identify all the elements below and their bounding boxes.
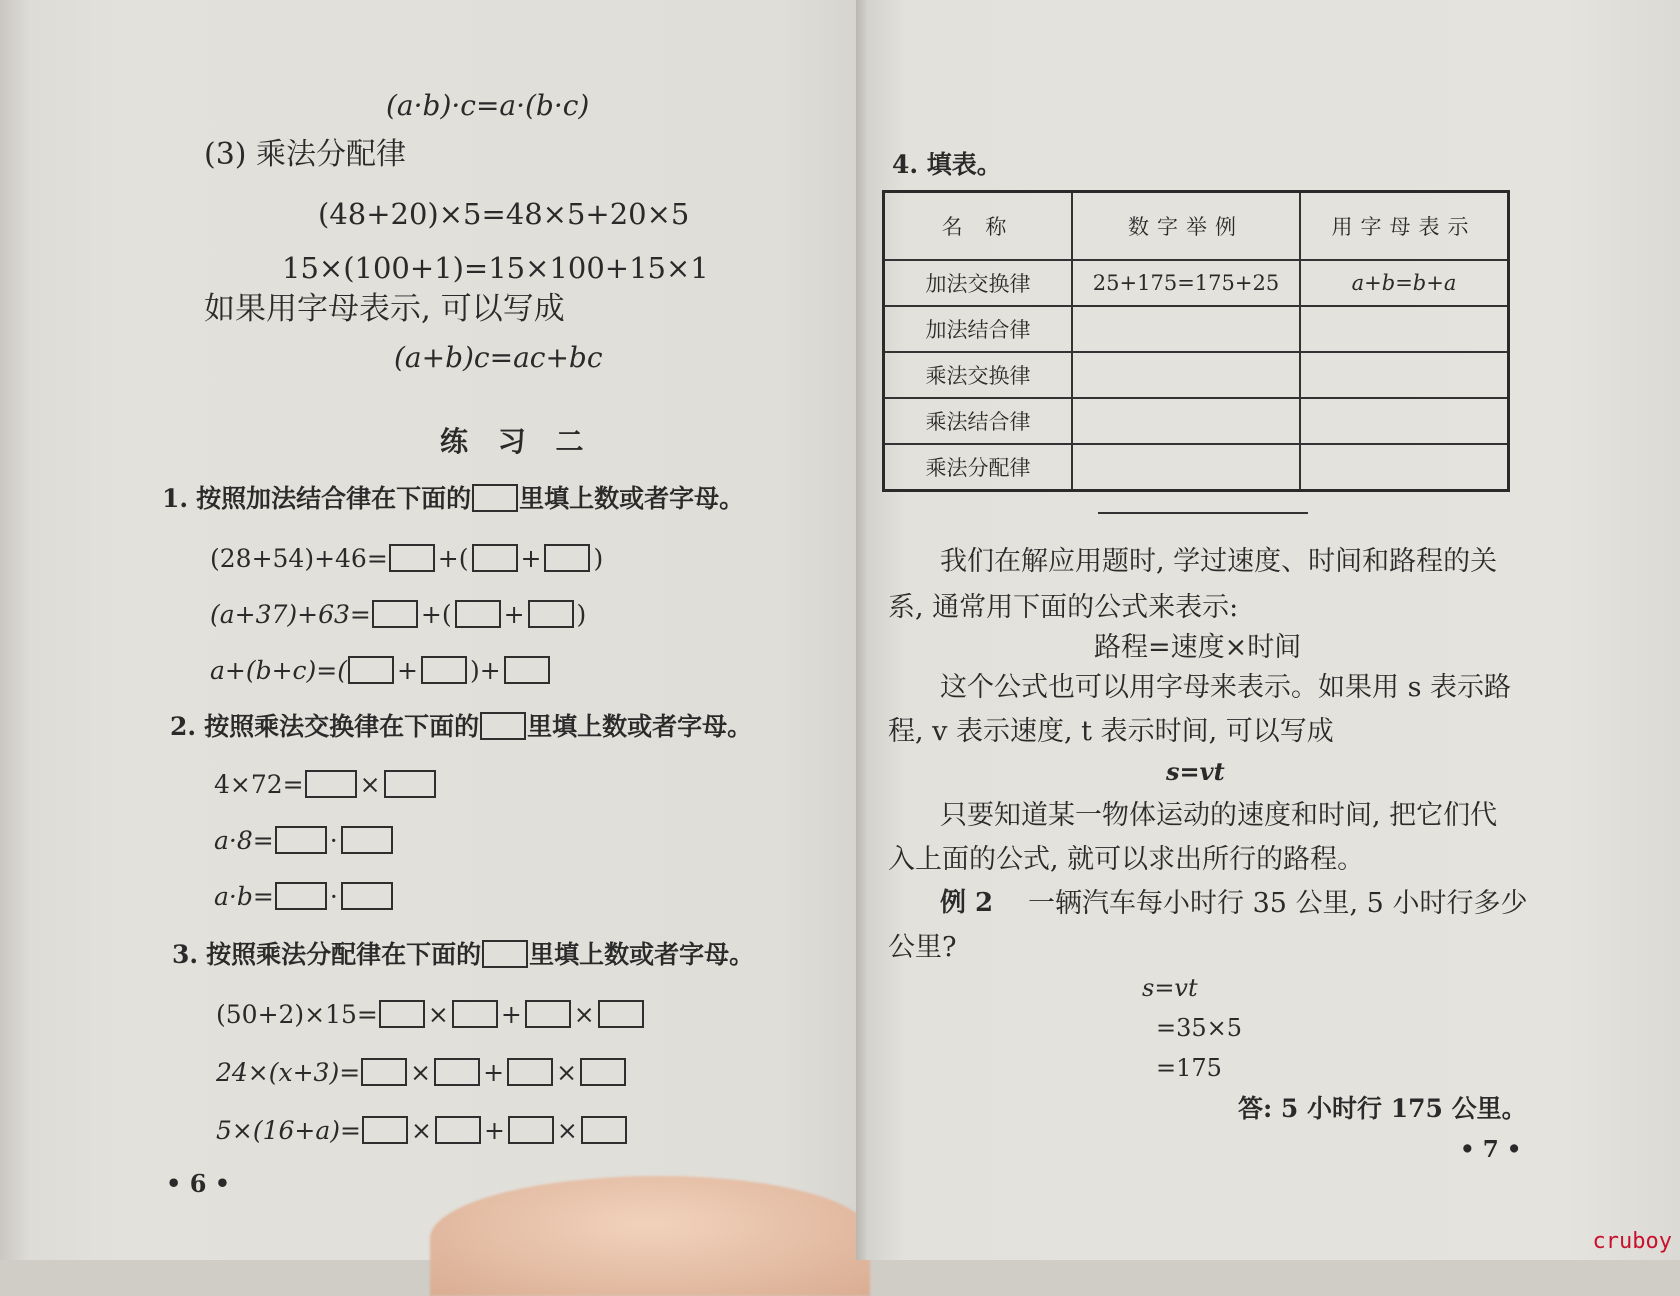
blank-box[interactable] [598, 1000, 644, 1028]
paragraph-1-line-1: 我们在解应用题时, 学过速度、时间和路程的关 [940, 546, 1498, 577]
table-header-cell: 名 称 [884, 192, 1073, 261]
q1-line-3: a+(b+c)=( + )+ [210, 656, 551, 684]
question-number: 2. [170, 711, 197, 741]
paragraph-3-line-2: 入上面的公式, 就可以求出所行的路程。 [888, 844, 1365, 875]
formula-associative: (a·b)·c=a·(b·c) [386, 89, 590, 122]
table-cell[interactable] [1300, 352, 1509, 398]
calculation-step: =35×5 [1156, 1014, 1243, 1042]
finger-photo [430, 1176, 870, 1296]
table-cell: 乘法交换律 [884, 352, 1073, 398]
example-line-2: 公里? [888, 932, 957, 963]
formula-distributive: (a+b)c=ac+bc [394, 341, 603, 374]
blank-box[interactable] [384, 770, 436, 798]
left-page [0, 0, 860, 1260]
table-cell: 25+175=175+25 [1072, 260, 1300, 306]
expression: (a+37)+63= [210, 599, 371, 629]
question-text: 里填上数或者字母。 [527, 711, 753, 741]
expression: a·8= [214, 825, 274, 855]
page-number: • 6 • [166, 1169, 231, 1198]
blank-box[interactable] [472, 544, 518, 572]
blank-box-icon [472, 484, 518, 512]
blank-box[interactable] [434, 1058, 480, 1086]
table-cell: 加法结合律 [884, 306, 1073, 352]
q3-line-3: 5×(16+a)= × + × [216, 1116, 628, 1144]
q1-line-2: (a+37)+63= +( + ) [210, 599, 587, 629]
blank-box[interactable] [581, 1116, 627, 1144]
example-line-1: 一辆汽车每小时行 35 公里, 5 小时行多少 [1028, 888, 1528, 919]
blank-box[interactable] [528, 600, 574, 628]
calculation-step: =175 [1156, 1054, 1222, 1082]
question-text: 按照乘法分配律在下面的 [206, 939, 482, 969]
q1-line-1: (28+54)+46= +( + ) [210, 543, 604, 573]
blank-box[interactable] [361, 1058, 407, 1086]
expression: (50+2)×15= [216, 999, 378, 1029]
letter-intro: 如果用字母表示, 可以写成 [204, 291, 565, 327]
table-cell: 乘法结合律 [884, 398, 1073, 444]
section-divider [1098, 512, 1308, 514]
question-4-title: 4. 填表。 [892, 150, 1002, 179]
table-row [884, 260, 1509, 306]
table-cell[interactable] [1300, 306, 1509, 352]
table-header-cell: 用字母表示 [1300, 192, 1509, 261]
table-cell[interactable] [1300, 398, 1509, 444]
table-cell[interactable] [1072, 444, 1300, 491]
blank-box-icon [480, 712, 526, 740]
table-cell[interactable] [1072, 306, 1300, 352]
question-1 [162, 484, 744, 512]
table-header-row [884, 192, 1509, 261]
expression: (28+54)+46= [210, 543, 388, 573]
table-row [884, 352, 1509, 398]
blank-box[interactable] [275, 826, 327, 854]
blank-box[interactable] [508, 1116, 554, 1144]
expression: 4×72= [214, 769, 304, 799]
table-cell[interactable] [1072, 352, 1300, 398]
question-text: 里填上数或者字母。 [519, 483, 745, 513]
blank-box[interactable] [435, 1116, 481, 1144]
watermark: cruboy [1592, 1229, 1672, 1254]
question-2 [170, 712, 752, 740]
paragraph-3-line-1: 只要知道某一物体运动的速度和时间, 把它们代 [940, 800, 1498, 831]
question-3 [172, 940, 754, 968]
blank-box[interactable] [525, 1000, 571, 1028]
table-row [884, 398, 1509, 444]
question-text: 按照乘法交换律在下面的 [204, 711, 480, 741]
blank-box[interactable] [580, 1058, 626, 1086]
q2-line-1: 4×72= × [214, 770, 437, 798]
formula-words: 路程=速度×时间 [1094, 632, 1302, 663]
paragraph-2-line-1: 这个公式也可以用字母来表示。如果用 s 表示路 [940, 672, 1512, 703]
question-number: 1. [162, 483, 189, 513]
expression: a+(b+c)=( [210, 655, 348, 685]
blank-box[interactable] [389, 544, 435, 572]
distributive-example-1: (48+20)×5=48×5+20×5 [318, 197, 690, 231]
answer: 答: 5 小时行 175 公里。 [1238, 1094, 1527, 1123]
q3-line-2: 24×(x+3)= × + × [216, 1058, 627, 1086]
section3-title: (3) 乘法分配律 [204, 137, 407, 172]
q2-line-2: a·8= · [214, 826, 394, 854]
table-cell: a+b=b+a [1300, 260, 1509, 306]
example-label: 例 2 [940, 888, 994, 918]
blank-box[interactable] [341, 882, 393, 910]
exercise-title: 练 习 二 [440, 425, 594, 458]
paragraph-1-line-2: 系, 通常用下面的公式来表示: [888, 592, 1239, 623]
table-cell[interactable] [1300, 444, 1509, 491]
question-number: 3. [172, 939, 199, 969]
blank-box[interactable] [455, 600, 501, 628]
distributive-example-2: 15×(100+1)=15×100+15×1 [282, 251, 709, 285]
q3-line-1: (50+2)×15= × + × [216, 1000, 645, 1028]
table-cell: 乘法分配律 [884, 444, 1073, 491]
table-row [884, 306, 1509, 352]
table-cell: 加法交换律 [884, 260, 1073, 306]
table-cell[interactable] [1072, 398, 1300, 444]
table-header-cell: 数字举例 [1072, 192, 1300, 261]
question-text: 里填上数或者字母。 [529, 939, 755, 969]
laws-table [882, 190, 1510, 492]
formula-svt: s=vt [1166, 757, 1225, 786]
blank-box[interactable] [372, 600, 418, 628]
blank-box[interactable] [421, 656, 467, 684]
blank-box[interactable] [348, 656, 394, 684]
expression: 5×(16+a)= [216, 1115, 361, 1145]
calculation-step: s=vt [1142, 974, 1198, 1002]
blank-box[interactable] [379, 1000, 425, 1028]
question-text: 按照加法结合律在下面的 [196, 483, 472, 513]
blank-box[interactable] [504, 656, 550, 684]
blank-box[interactable] [275, 882, 327, 910]
right-page [866, 0, 1680, 1260]
q2-line-3: a·b= · [214, 882, 394, 910]
blank-box[interactable] [362, 1116, 408, 1144]
blank-box[interactable] [305, 770, 357, 798]
blank-box[interactable] [452, 1000, 498, 1028]
blank-box-icon [482, 940, 528, 968]
blank-box[interactable] [544, 544, 590, 572]
expression: a·b= [214, 881, 274, 911]
blank-box[interactable] [507, 1058, 553, 1086]
page-number: • 7 • [1460, 1136, 1522, 1163]
paragraph-2-line-2: 程, v 表示速度, t 表示时间, 可以写成 [888, 716, 1334, 747]
table-row [884, 444, 1509, 491]
blank-box[interactable] [341, 826, 393, 854]
expression: 24×(x+3)= [216, 1057, 361, 1087]
